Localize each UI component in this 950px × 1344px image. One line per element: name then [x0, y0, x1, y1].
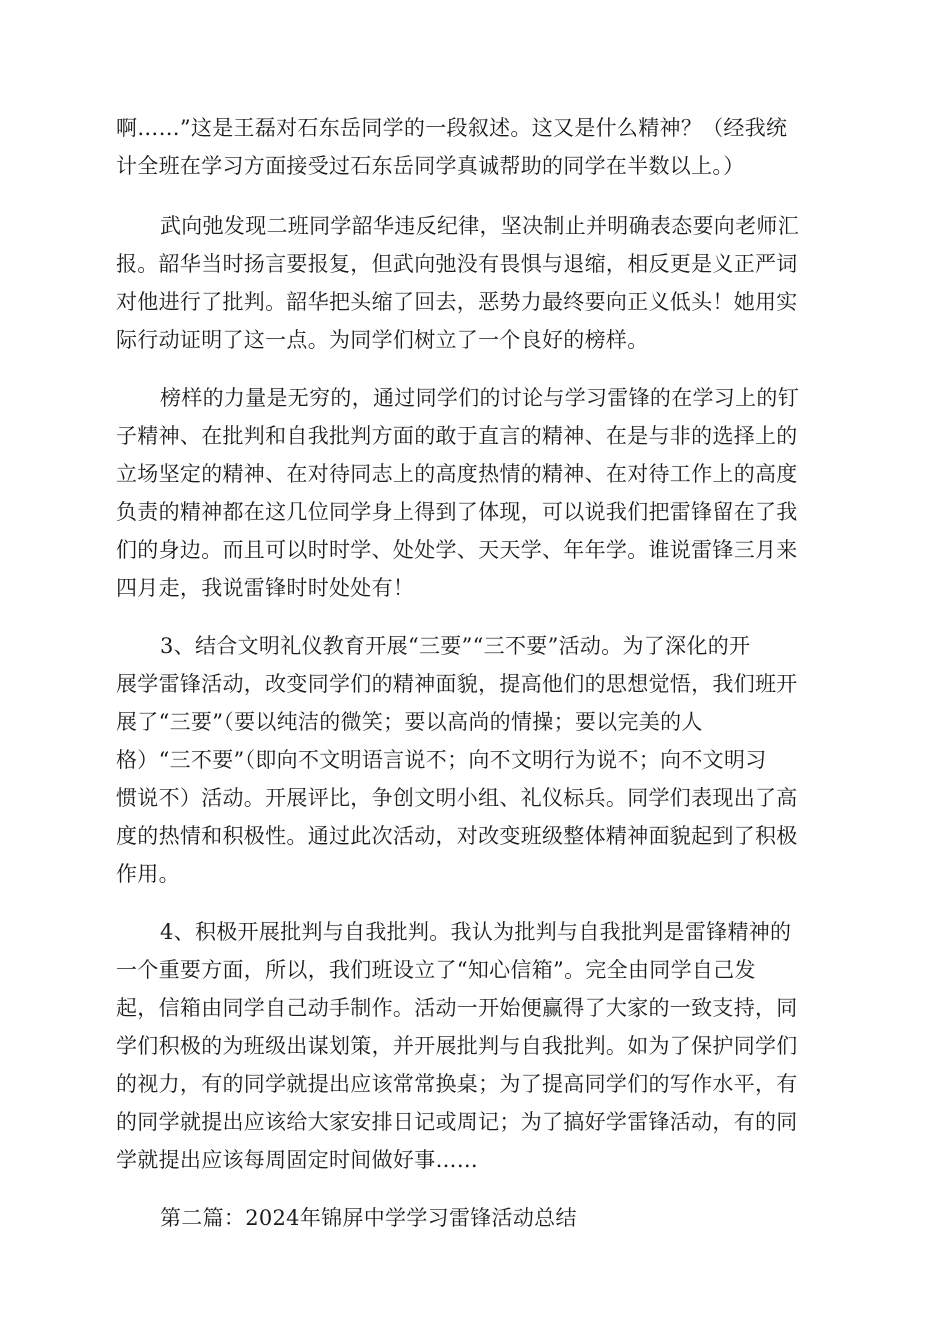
text-line: 子精神、在批判和自我批判方面的敢于直言的精神、在是与非的选择上的 — [116, 424, 798, 448]
text-line: 们的身边。而且可以时时学、处处学、天天学、年年学。谁说雷锋三月来 — [116, 538, 798, 562]
text-line: 学们积极的为班级出谋划策，并开展批判与自我批判。如为了保护同学们 — [116, 1034, 798, 1058]
paragraph-first-line: 榜样的力量是无穷的，通过同学们的讨论与学习雷锋的在学习上的钉 — [160, 386, 799, 410]
text-line: 一个重要方面，所以，我们班设立了“知心信箱”。完全由同学自己发 — [116, 958, 756, 982]
text-line: 展学雷锋活动，改变同学们的精神面貌，提高他们的思想觉悟，我们班开 — [116, 672, 798, 696]
text-line: 的同学就提出应该给大家安排日记或周记；为了搞好学雷锋活动，有的同 — [116, 1110, 798, 1134]
text-line: 作用。 — [116, 862, 180, 886]
text-line: 立场坚定的精神、在对待同志上的高度热情的精神、在对待工作上的高度 — [116, 462, 798, 486]
text-line: 度的热情和积极性。通过此次活动，对改变班级整体精神面貌起到了积极 — [116, 824, 798, 848]
text-line: 展了“三要”（要以纯洁的微笑；要以高尚的情操；要以完美的人 — [116, 710, 703, 734]
text-line: 惯说不）活动。开展评比，争创文明小组、礼仪标兵。同学们表现出了高 — [116, 786, 798, 810]
text-line: 际行动证明了这一点。为同学们树立了一个良好的榜样。 — [116, 328, 649, 352]
text-line: 啊……”这是王磊对石东岳同学的一段叙述。这又是什么精神？（经我统 — [116, 116, 788, 140]
text-line: 对他进行了批判。韶华把头缩了回去，恶势力最终要向正义低头！她用实 — [116, 290, 798, 314]
paragraph-first-line: 4、积极开展批判与自我批判。我认为批判与自我批判是雷锋精神的 — [160, 920, 792, 944]
paragraph-first-line: 3、结合文明礼仪教育开展“三要”“三不要”活动。为了深化的开 — [160, 634, 751, 658]
text-line: 负责的精神都在这几位同学身上得到了体现，可以说我们把雷锋留在了我 — [116, 500, 798, 524]
text-line: 报。韶华当时扬言要报复，但武向弛没有畏惧与退缩，相反更是义正严词 — [116, 252, 798, 276]
text-line: 学就提出应该每周固定时间做好事…… — [116, 1148, 479, 1172]
text-line: 格）“三不要”（即向不文明语言说不；向不文明行为说不；向不文明习 — [116, 748, 767, 772]
text-line: 的视力，有的同学就提出应该常常换桌；为了提高同学们的写作水平，有 — [116, 1072, 798, 1096]
text-line: 起，信箱由同学自己动手制作。活动一开始便赢得了大家的一致支持，同 — [116, 996, 798, 1020]
text-line: 四月走，我说雷锋时时处处有！ — [116, 576, 415, 600]
section-heading: 第二篇：2024年锦屏中学学习雷锋活动总结 — [160, 1206, 577, 1230]
text-line: 计全班在学习方面接受过石东岳同学真诚帮助的同学在半数以上。） — [116, 154, 745, 178]
paragraph-first-line: 武向弛发现二班同学韶华违反纪律，坚决制止并明确表态要向老师汇 — [160, 214, 799, 238]
